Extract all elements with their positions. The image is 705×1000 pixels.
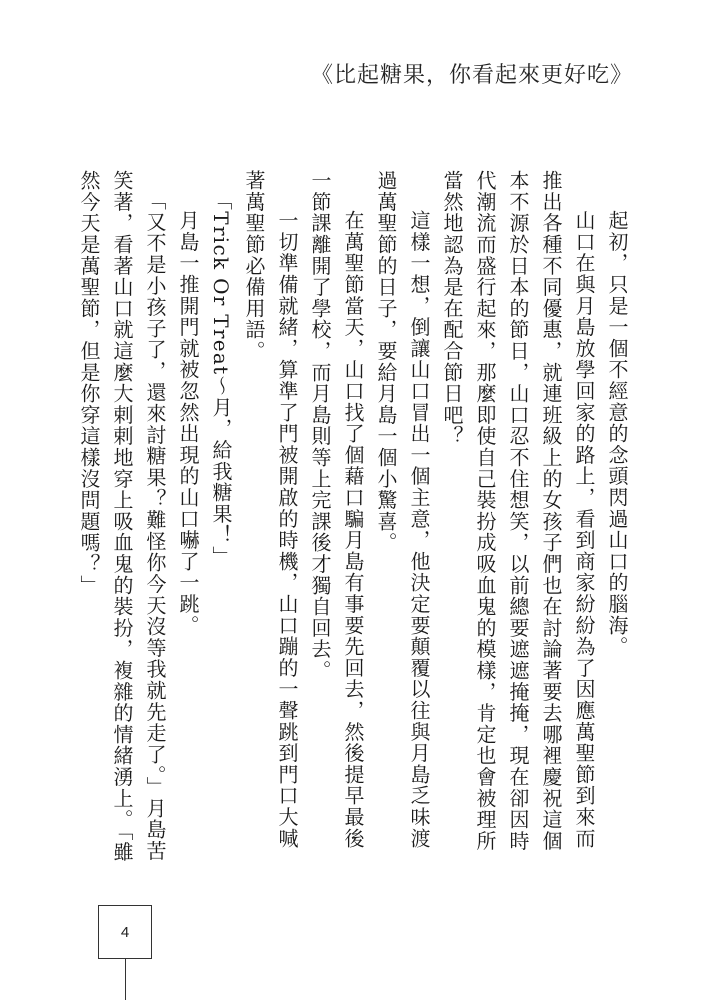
- paragraph: 這樣一想，倒讓山口冒出一個主意，他決定要顛覆以往與月島乏味渡過萬聖節的日子，要給月島一個小驚喜。: [374, 170, 431, 849]
- paragraph: 在萬聖節當天，山口找了個藉口騙月島有事要先回去，然後提早最後一節課離開了學校，而月島則等上完課後才獨自回去。: [308, 170, 365, 849]
- paragraph: 一切準備就緒，算準了門被開啟的時機，山口蹦的一聲跳到門口大喊著萬聖節必備用語。: [242, 170, 299, 849]
- paragraph: 起初，只是一個不經意的念頭閃過山口的腦海。: [605, 210, 629, 658]
- dialogue-line: 「又不是小孩子了，還來討糖果？難怪你今天沒等我就先走了。」月島苦笑著，看著山口就這麼大剌剌地穿上吸血鬼的裝扮，複雜的情緒湧上。「雖然今天是萬聖節，但是你穿這樣沒問題嗎？」: [77, 170, 167, 863]
- dialogue-line: 「Trick Or Treat～月，給我糖果！」: [209, 190, 233, 568]
- paragraph: 山口在與月島放學回家的路上，看到商家紛紛為了因應萬聖節到來而推出各種不同優惠，就連班級上的女孩子們也在討論著要去哪裡慶祝這個本不源於日本的節日，山口忍不住想笑，以前總要遮遮掩掩，現在卻因時代潮流而盛行起來，那麼即使自己裝扮成吸血鬼的模樣，肯定也會被理所當然地認為是在配合節日吧？: [440, 170, 596, 852]
- body-text: [63, 170, 633, 870]
- page-number: 4: [120, 923, 130, 941]
- page-number-box: [98, 905, 152, 959]
- paragraph: 月島一推開門就被忽然出現的山口嚇了一跳。: [176, 210, 200, 636]
- page-number-rule: [125, 959, 126, 1000]
- running-title: 《比起糖果，你看起來更好吃》: [310, 63, 633, 88]
